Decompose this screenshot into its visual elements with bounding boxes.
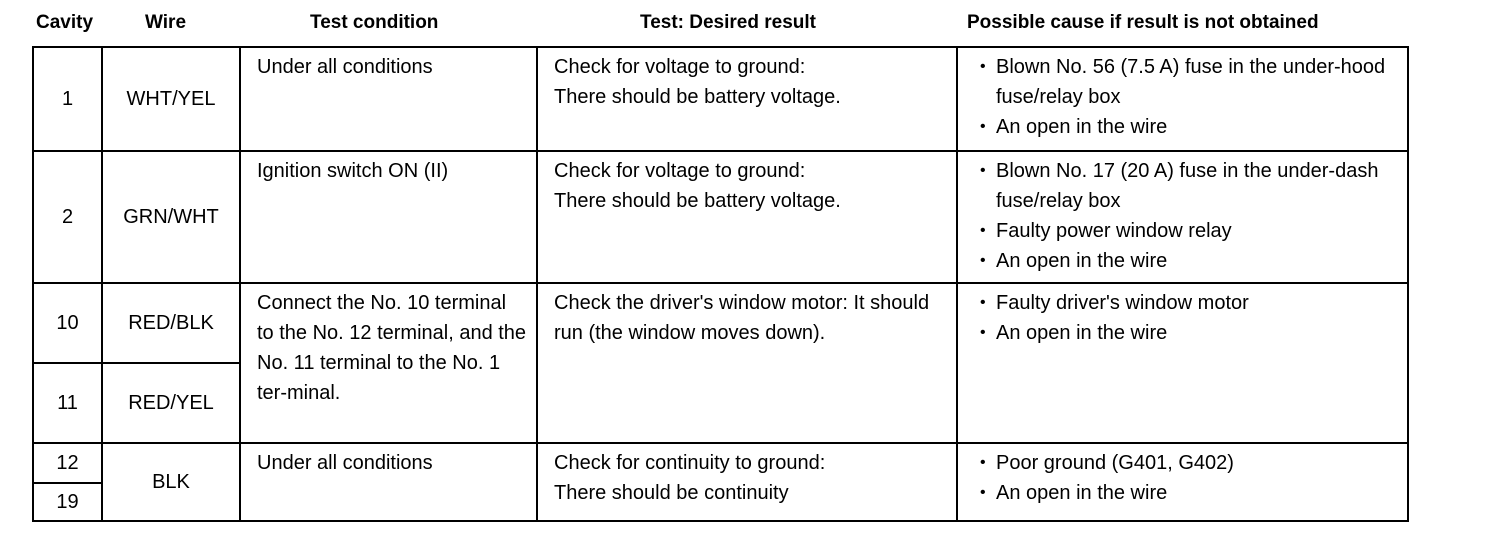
header-test-condition: Test condition [310,12,439,33]
desired-result-line: There should be continuity [554,482,789,504]
cause-item: • Blown No. 17 (20 A) fuse in the under-dash fuse/relay box [980,156,1399,216]
cause-item: • An open in the wire [980,318,1399,348]
possible-cause-cell [957,151,1408,283]
cause-item: • Poor ground (G401, G402) [980,448,1399,478]
cause-list [980,52,1399,142]
wire-color-cell: RED/YEL [102,363,240,443]
test-condition-cell [240,151,537,283]
cause-item: • Blown No. 56 (7.5 A) fuse in the under-hood fuse/relay box [980,52,1399,112]
desired-result-cell [537,47,957,151]
cause-list [980,156,1399,276]
possible-cause-cell [957,47,1408,151]
desired-result-cell [537,443,957,521]
desired-result-text: Check the driver's window motor: It should run (the window moves down). [554,292,930,344]
test-condition-text: Connect the No. 10 terminal to the No. 12 terminal, and the No. 11 terminal to the No. 1 ter-minal. [257,292,527,404]
cause-item: • An open in the wire [980,478,1399,508]
cause-item: • Faulty driver's window motor [980,288,1399,318]
table-row [33,443,1408,483]
cavity-cell: 11 [33,363,102,443]
cavity-cell: 1 [33,47,102,151]
cause-item: • Faulty power window relay [980,216,1399,246]
wire-color-cell: BLK [102,443,240,521]
test-condition-cell [240,283,537,443]
cavity-cell: 2 [33,151,102,283]
possible-cause-cell [957,443,1408,521]
desired-result-line: Check for voltage to ground: [554,160,806,182]
wire-color-cell: WHT/YEL [102,47,240,151]
test-condition-text: Under all conditions [257,56,433,78]
desired-result-cell [537,151,957,283]
test-condition-cell [240,47,537,151]
desired-result-line: There should be battery voltage. [554,86,841,108]
table-row [33,283,1408,363]
header-cavity: Cavity [36,12,94,33]
cause-item: • An open in the wire [980,112,1399,142]
possible-cause-cell [957,283,1408,443]
header-possible-cause: Possible cause if result is not obtained [967,12,1319,33]
cavity-cell: 12 [33,443,102,483]
cause-item: • An open in the wire [980,246,1399,276]
test-condition-text: Under all conditions [257,452,433,474]
desired-result-cell [537,283,957,443]
wire-color-cell: GRN/WHT [102,151,240,283]
test-condition-cell [240,443,537,521]
desired-result-line: Check for voltage to ground: [554,56,806,78]
connector-test-table [32,46,1409,522]
cavity-cell: 10 [33,283,102,363]
wire-color-cell: RED/BLK [102,283,240,363]
cause-list [980,288,1399,348]
cause-list [980,448,1399,508]
table-row [33,151,1408,283]
desired-result-line: Check for continuity to ground: [554,452,826,474]
header-wire: Wire [145,12,187,33]
test-condition-text: Ignition switch ON (II) [257,160,449,182]
header-desired-result: Test: Desired result [640,12,816,33]
desired-result-line: There should be battery voltage. [554,190,841,212]
table-row [33,47,1408,151]
cavity-cell: 19 [33,483,102,521]
